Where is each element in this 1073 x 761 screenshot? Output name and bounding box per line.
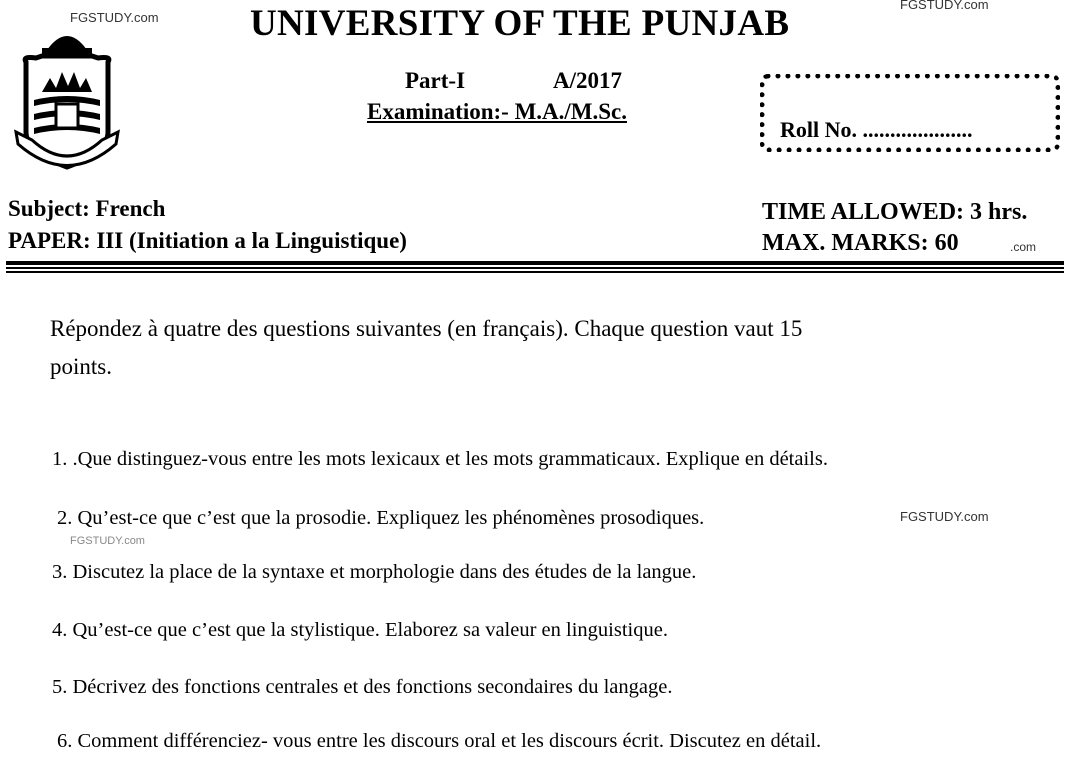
roll-number-label: Roll No. ....................: [780, 117, 973, 142]
question-4: 4. Qu’est-ce que c’est que la stylistique. Elaborez sa valeur en linguistique.: [52, 619, 668, 641]
subject-label: Subject: French: [8, 196, 166, 221]
question-5: 5. Décrivez des fonctions centrales et des fonctions secondaires du langage.: [52, 676, 673, 698]
question-6: 6. Comment différenciez- vous entre les discours oral et les discours écrit. Discutez en détail.: [57, 730, 822, 752]
question-1: 1. .Que distinguez-vous entre les mots lexicaux et les mots grammaticaux. Explique en détails.: [52, 448, 828, 470]
divider: [6, 267, 1064, 269]
question-3: 3. Discutez la place de la syntaxe et morphologie dans des études de la langue.: [52, 561, 697, 583]
instructions-line: points.: [50, 354, 112, 379]
watermark: FGSTUDY.com: [70, 535, 145, 547]
watermark: FGSTUDY.com: [70, 10, 159, 25]
divider: [6, 271, 1064, 273]
session-label: A/2017: [553, 68, 622, 93]
university-crest-logo: [12, 22, 122, 182]
max-marks: MAX. MARKS: 60: [762, 230, 959, 256]
part-label: Part-I: [405, 68, 466, 93]
watermark: FGSTUDY.com: [900, 509, 989, 524]
watermark: .com: [1010, 240, 1037, 254]
examination-label: Examination:- M.A./M.Sc.: [367, 99, 628, 124]
university-title: UNIVERSITY OF THE PUNJAB: [250, 3, 790, 44]
question-2: 2. Qu’est-ce que c’est que la prosodie. Expliquez les phénomènes prosodiques.: [57, 507, 705, 529]
watermark: FGSTUDY.com: [900, 0, 989, 12]
time-allowed: TIME ALLOWED: 3 hrs.: [762, 199, 1028, 225]
paper-label: PAPER: III (Initiation a la Linguistique): [8, 228, 407, 253]
divider: [6, 261, 1064, 265]
instructions-line: Répondez à quatre des questions suivantes (en français). Chaque question vaut 15: [50, 316, 803, 341]
